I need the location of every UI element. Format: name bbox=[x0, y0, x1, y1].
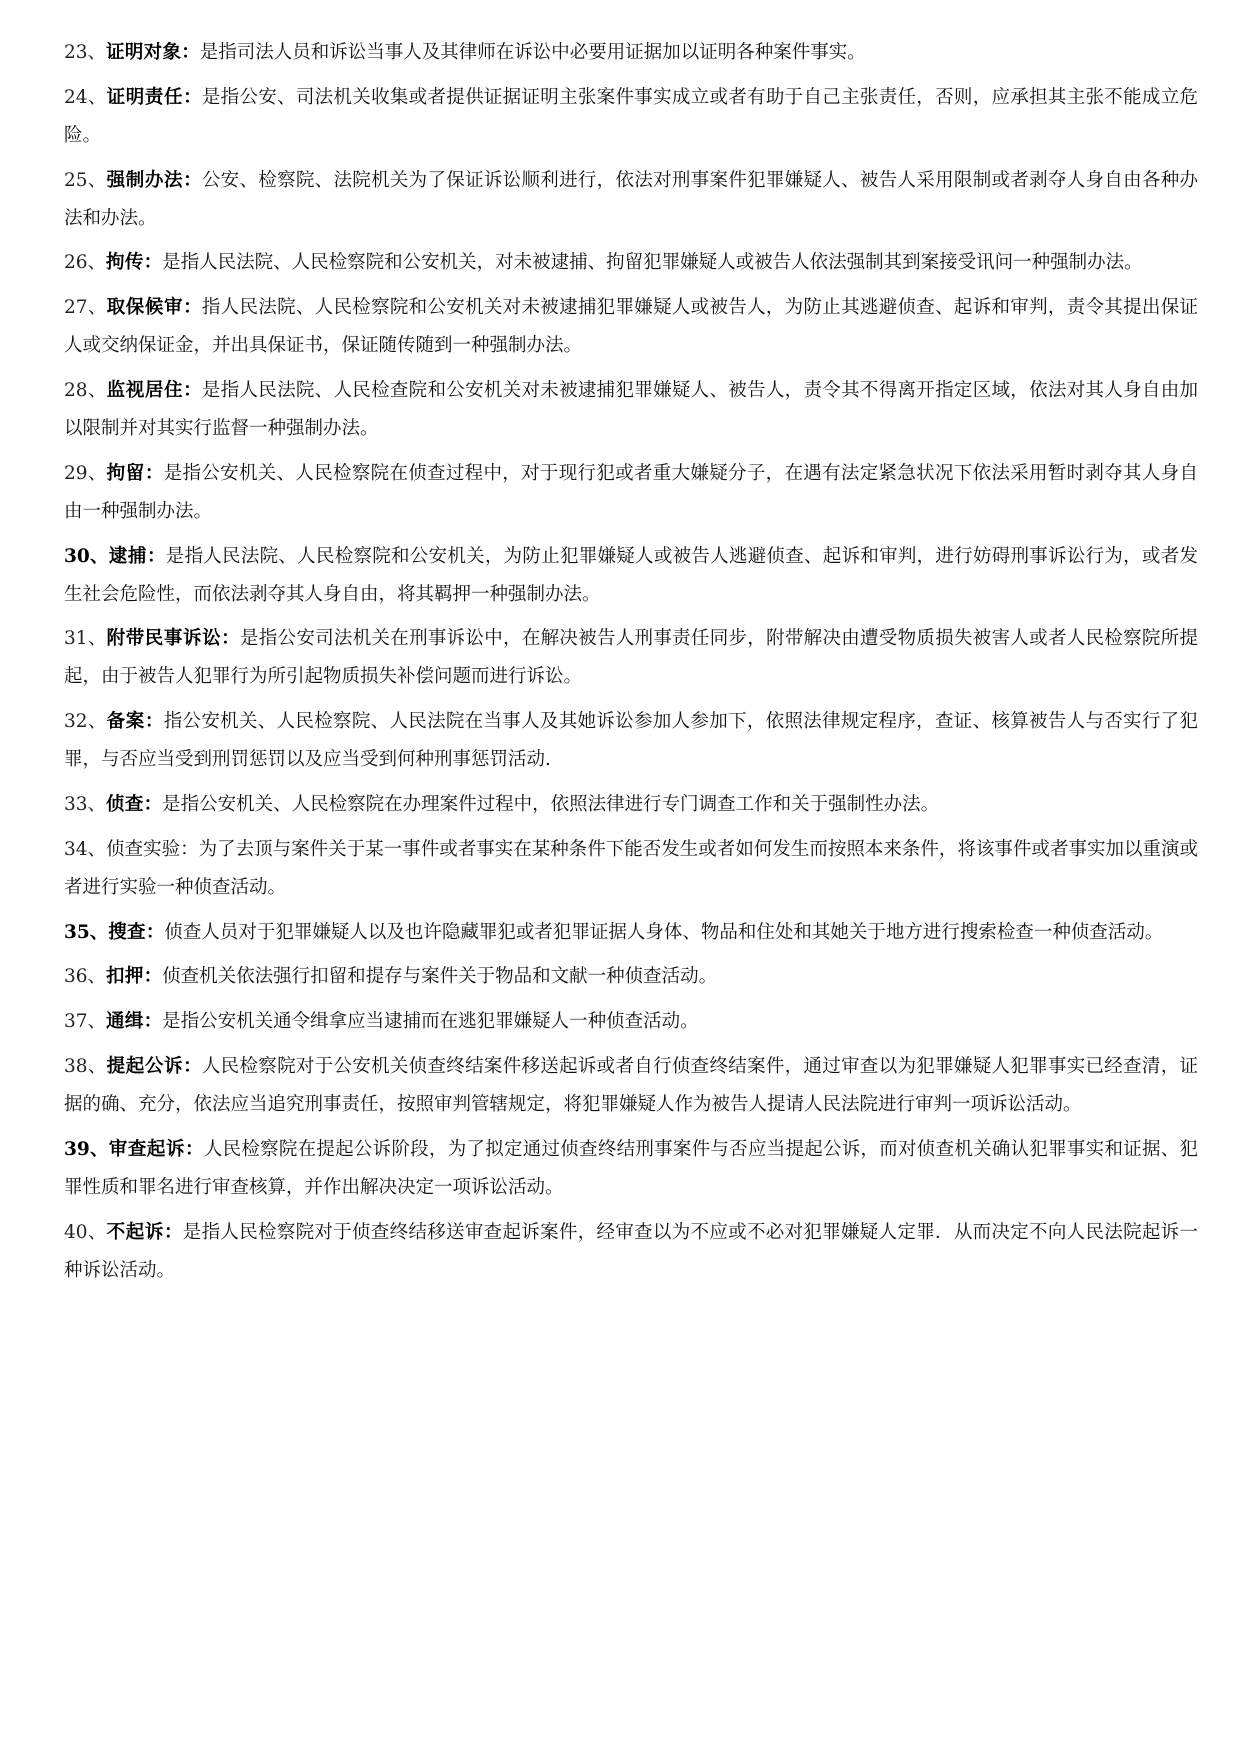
entry-number: 26、 bbox=[64, 252, 107, 274]
entry-term: 强制办法 bbox=[106, 169, 184, 191]
entry-term: 不起诉 bbox=[106, 1221, 164, 1243]
entry-definition: 侦查实验：为了去顶与案件关于某一事件或者事实在某种条件下能否发生或者如何发生而按照本来条件，将该事件或者事实加以重演或者进行实验一种侦查活动。 bbox=[64, 838, 1198, 898]
entry-colon: ： bbox=[185, 1138, 204, 1160]
glossary-entry-40 bbox=[64, 1214, 1198, 1290]
entry-number: 29、 bbox=[64, 462, 107, 484]
entry-definition: 人民检察院对于公安机关侦查终结案件移送起诉或者自行侦查终结案件，通过审查以为犯罪嫌疑人犯罪事实已经查清，证据的确、充分，依法应当追究刑事责任，按照审判管辖规定，将犯罪嫌疑人作为被告人提请人民法院进行审判一项诉讼活动。 bbox=[64, 1055, 1198, 1115]
entry-colon: ： bbox=[181, 42, 200, 63]
entry-number: 33、 bbox=[64, 793, 107, 815]
entry-definition: 是指公安机关、人民检察院在办理案件过程中，依照法律进行专门调查工作和关于强制性办法。 bbox=[162, 793, 940, 815]
glossary-entry-31 bbox=[64, 620, 1198, 696]
entry-term: 提起公诉 bbox=[106, 1055, 184, 1077]
entry-term: 备案 bbox=[106, 711, 145, 733]
entry-number: 27、 bbox=[64, 297, 107, 319]
entry-number: 32、 bbox=[64, 711, 107, 733]
entry-term: 扣押 bbox=[106, 966, 144, 988]
entry-colon: ： bbox=[143, 966, 163, 988]
glossary-entry-29 bbox=[64, 455, 1198, 531]
entry-number: 36、 bbox=[64, 966, 107, 988]
glossary-entry-37 bbox=[64, 1003, 1198, 1041]
entry-term: 侦查 bbox=[106, 793, 144, 815]
entry-definition: 人民检察院在提起公诉阶段，为了拟定通过侦查终结刑事案件与否应当提起公诉，而对侦查机关确认犯罪事实和证据、犯罪性质和罪名进行审查核算，并作出解决决定一项诉讼活动。 bbox=[64, 1138, 1198, 1198]
entry-colon: ： bbox=[183, 169, 202, 191]
glossary-entry-35 bbox=[64, 914, 1198, 952]
glossary-text bbox=[64, 34, 1198, 1296]
glossary-entry-33 bbox=[64, 786, 1198, 824]
entry-number: 25、 bbox=[64, 169, 107, 191]
entry-definition: 是指人民法院、人民检查院和公安机关对未被逮捕犯罪嫌疑人、被告人，责令其不得离开指定区域，依法对其人身自由加以限制并对其实行监督一种强制办法。 bbox=[64, 379, 1198, 439]
entry-number: 28、 bbox=[64, 379, 107, 401]
glossary-entry-27 bbox=[64, 289, 1198, 365]
entry-definition: 是指人民法院、人民检察院和公安机关，对未被逮捕、拘留犯罪嫌疑人或被告人依法强制其到案接受讯问一种强制办法。 bbox=[162, 252, 1143, 274]
entry-term: 证明责任 bbox=[106, 86, 184, 108]
glossary-entry-28 bbox=[64, 372, 1198, 448]
entry-term: 附带民事诉讼 bbox=[106, 628, 222, 650]
glossary-entry-39 bbox=[64, 1131, 1198, 1207]
glossary-entry-38 bbox=[64, 1048, 1198, 1124]
entry-colon: ： bbox=[146, 545, 166, 567]
entry-colon: ： bbox=[183, 379, 202, 401]
entry-number: 37、 bbox=[64, 1011, 107, 1033]
entry-number: 31、 bbox=[64, 628, 107, 650]
glossary-entry-24 bbox=[64, 79, 1198, 155]
entry-colon: ： bbox=[143, 1011, 163, 1033]
entry-term: 拘传 bbox=[106, 252, 144, 274]
entry-number: 38、 bbox=[64, 1055, 107, 1077]
entry-number: 24、 bbox=[64, 86, 107, 108]
entry-definition: 指公安机关、人民检察院、人民法院在当事人及其她诉讼参加人参加下，依照法律规定程序，查证、核算被告人与否实行了犯罪，与否应当受到刑罚惩罚以及应当受到何种刑事惩罚活动. bbox=[64, 711, 1198, 771]
entry-definition: 是指司法人员和诉讼当事人及其律师在诉讼中必要用证据加以证明各种案件事实。 bbox=[199, 42, 866, 63]
entry-definition: 侦查机关依法强行扣留和提存与案件关于物品和文献一种侦查活动。 bbox=[162, 966, 718, 988]
entry-term: 搜查 bbox=[108, 921, 146, 943]
entry-colon: ： bbox=[163, 1221, 183, 1243]
entry-colon: ： bbox=[144, 711, 164, 733]
entry-term: 审查起诉 bbox=[108, 1138, 186, 1160]
entry-term: 监视居住 bbox=[106, 379, 184, 401]
entry-definition: 公安、检察院、法院机关为了保证诉讼顺利进行，依法对刑事案件犯罪嫌疑人、被告人采用限制或者剥夺人身自由各种办法和办法。 bbox=[64, 169, 1198, 229]
entry-term: 逮捕 bbox=[108, 545, 147, 567]
glossary-entry-23 bbox=[64, 34, 1198, 72]
entry-term: 取保候审 bbox=[106, 297, 184, 319]
entry-colon: ： bbox=[221, 628, 240, 650]
glossary-entry-36 bbox=[64, 958, 1198, 996]
entry-definition: 是指公安机关通令缉拿应当逮捕而在逃犯罪嫌疑人一种侦查活动。 bbox=[162, 1011, 699, 1033]
entry-colon: ： bbox=[144, 462, 164, 484]
entry-definition: 指人民法院、人民检察院和公安机关对未被逮捕犯罪嫌疑人或被告人，为防止其逃避侦查、起诉和审判，责令其提出保证人或交纳保证金，并出具保证书，保证随传随到一种强制办法。 bbox=[64, 297, 1198, 357]
entry-definition: 是指人民法院、人民检察院和公安机关，为防止犯罪嫌疑人或被告人逃避侦查、起诉和审判，进行妨碍刑事诉讼行为，或者发生社会危险性，而依法剥夺其人身自由，将其羁押一种强制办法。 bbox=[64, 545, 1198, 605]
entry-term: 通缉 bbox=[106, 1011, 144, 1033]
entry-colon: ： bbox=[145, 921, 165, 943]
entry-number: 35、 bbox=[64, 921, 109, 943]
entry-number: 39、 bbox=[64, 1138, 109, 1160]
entry-colon: ： bbox=[183, 1055, 202, 1077]
glossary-entry-30 bbox=[64, 538, 1198, 614]
entry-colon: ： bbox=[183, 86, 202, 108]
entry-colon: ： bbox=[183, 297, 202, 319]
entry-definition: 是指公安、司法机关收集或者提供证据证明主张案件事实成立或者有助于自己主张责任，否则，应承担其主张不能成立危险。 bbox=[64, 86, 1198, 146]
entry-term: 拘留 bbox=[106, 462, 145, 484]
entry-number: 40、 bbox=[64, 1221, 107, 1243]
entry-definition: 是指公安司法机关在刑事诉讼中，在解决被告人刑事责任同步，附带解决由遭受物质损失被害人或者人民检察院所提起，由于被告人犯罪行为所引起物质损失补偿问题而进行诉讼。 bbox=[64, 628, 1198, 688]
glossary-entry-32 bbox=[64, 703, 1198, 779]
entry-number: 23、 bbox=[64, 42, 107, 63]
entry-term: 证明对象 bbox=[106, 42, 182, 63]
entry-definition: 是指人民检察院对于侦查终结移送审查起诉案件，经审查以为不应或不必对犯罪嫌疑人定罪．从而决定不向人民法院起诉一种诉讼活动。 bbox=[64, 1221, 1198, 1281]
entry-colon: ： bbox=[143, 252, 163, 274]
entry-definition: 侦查人员对于犯罪嫌疑人以及也许隐藏罪犯或者犯罪证据人身体、物品和住处和其她关于地方进行搜索检查一种侦查活动。 bbox=[164, 921, 1164, 943]
entry-definition: 是指公安机关、人民检察院在侦查过程中，对于现行犯或者重大嫌疑分子，在遇有法定紧急状况下依法采用暂时剥夺其人身自由一种强制办法。 bbox=[64, 462, 1198, 522]
entry-number: 30、 bbox=[64, 545, 109, 567]
entry-colon: ： bbox=[143, 793, 163, 815]
glossary-entry-25 bbox=[64, 162, 1198, 238]
entry-number: 34、 bbox=[64, 838, 107, 860]
glossary-entry-26 bbox=[64, 244, 1198, 282]
glossary-entry-34 bbox=[64, 831, 1198, 907]
